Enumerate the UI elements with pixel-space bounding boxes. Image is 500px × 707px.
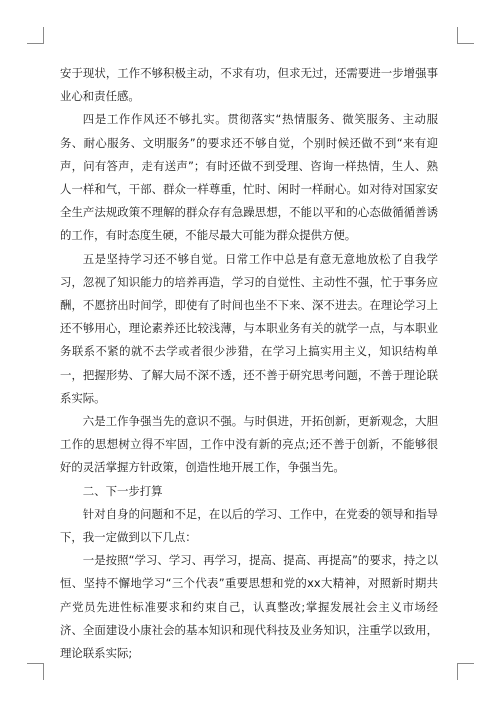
paragraph-work-style: 四是工作作风还不够扎实。贯彻落实“热情服务、微笑服务、主动服务、耐心服务、文明服务”的要求还不够自觉，个别时候还做不到“来有迎声，问有答声，走有送声”；有时还做不到受理、咨询一样热情，生人、熟人一样和气，干部、群众一样尊重，忙时、闲时一样耐心。如对待对国家安全生产法规政策不理解的群众存有急躁思想，不能以平和的心态做循循善诱的工作，有时态度生硬，不能尽最大可能为群众提供方便。 [60, 112, 438, 243]
paragraph-commitment: 针对自身的问题和不足，在以后的学习、工作中，在党委的领导和指导下，我一定做到以下几点： [60, 506, 438, 545]
paragraph-initiative: 六是工作争强当先的意识不强。与时俱进，开拓创新，更新观念，大胆工作的思想树立得不牢固，工作中没有新的亮点;还不善于创新，不能够很好的灵活掌握方针政策，创造性地开展工作，争强当先。 [60, 414, 438, 475]
paragraph-study: 五是坚持学习还不够自觉。日常工作中总是有意无意地放松了自我学习，忽视了知识能力的培养再造，学习的自觉性、主动性不强，忙于事务应酬，不愿挤出时间学，即使有了时间也坐不下来、深不进去。在理论学习上还不够用心，理论素养还比较浅薄，与本职业务有关的就学一点，与本职业务联系不紧的就不去学或者很少涉猎，在学习上搞实用主义，知识结构单一，把握形势、了解大局不深不透，还不善于研究思考问题，不善于理论联系实际。 [60, 251, 438, 405]
crop-mark-top-left [27, 27, 44, 44]
paragraph-continuation: 安于现状，工作不够积极主动，不求有功，但求无过，还需要进一步增强事业心和责任感。 [60, 66, 438, 104]
document-body [60, 62, 438, 665]
crop-mark-bottom-left [27, 663, 44, 680]
crop-mark-bottom-right [457, 663, 474, 680]
paragraph-point-one: 一是按照“学习、学习、再学习，提高、提高、再提高”的要求，持之以恒、坚持不懈地学习“三个代表”重要思想和党的xx大精神，对照新时期共产党员先进性标准要求和约束自己，认真整改;掌握发展社会主义市场经济、全面建设小康社会的基本知识和现代科技及业务知识，注重学以致用，理论联系实际; [60, 553, 438, 661]
section-heading-next-plan: 二、下一步打算 [82, 483, 163, 498]
crop-mark-top-right [457, 27, 474, 44]
